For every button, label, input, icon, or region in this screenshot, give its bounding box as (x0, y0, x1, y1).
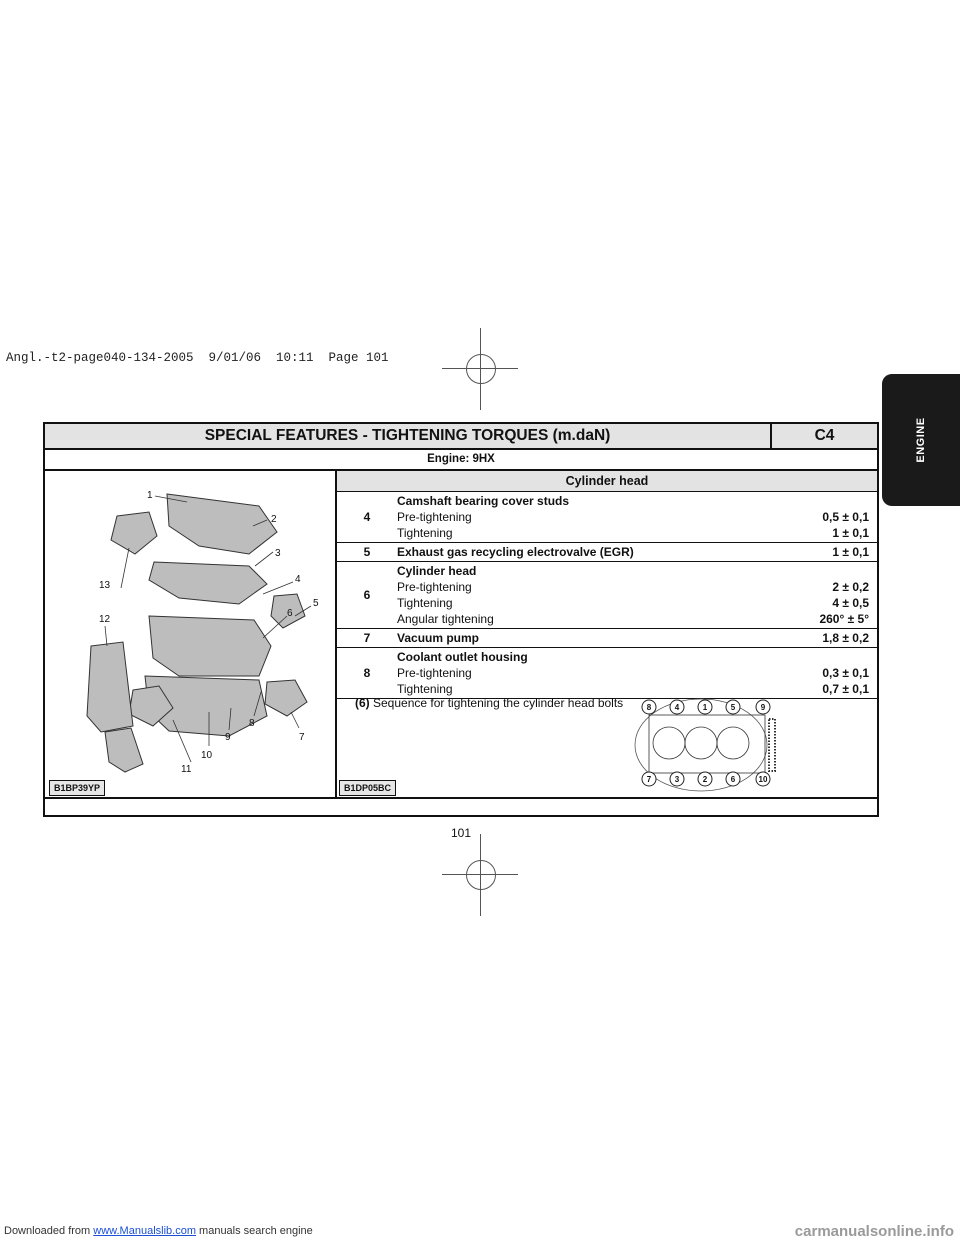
download-prefix: Downloaded from (4, 1225, 94, 1237)
callout-2: 2 (271, 514, 277, 525)
camshaft-cover (149, 562, 267, 604)
bore-2 (685, 727, 717, 759)
particle-filter (87, 642, 133, 732)
callout-8: 8 (249, 718, 255, 729)
row-title: Coolant outlet housing (397, 650, 528, 664)
row-description (397, 562, 773, 628)
torque-value: 0,5 ± 0,1 (822, 510, 869, 524)
torque-value: 1 ± 0,1 (832, 526, 869, 540)
row-title: Vacuum pump (397, 631, 480, 645)
footer (0, 1221, 960, 1242)
download-note (4, 1221, 313, 1242)
bolt-number: 6 (730, 775, 736, 784)
section-title: Cylinder head (337, 471, 877, 492)
row-number: 6 (363, 588, 371, 602)
torque-value: 260° ± 5° (819, 612, 869, 626)
row-item: Tightening (397, 596, 453, 610)
row-values (773, 543, 877, 561)
row-item: Pre-tightening (397, 510, 472, 524)
torque-specs-panel (43, 422, 879, 817)
print-header: Angl.-t2-page040-134-2005 9/01/06 10:11 Page 101 (6, 351, 389, 365)
row-item: Pre-tightening (397, 666, 472, 680)
bore-1 (653, 727, 685, 759)
row-item: Tightening (397, 526, 453, 540)
figure-ref-left: B1BP39YP (49, 780, 105, 796)
engine-label: Engine: 9HX (45, 450, 877, 471)
row-description (397, 543, 773, 561)
row-title: Camshaft bearing cover studs (397, 494, 570, 508)
bolt-number: 10 (758, 775, 768, 784)
page-title: SPECIAL FEATURES - TIGHTENING TORQUES (m.daN) (204, 427, 611, 444)
torque-table (337, 471, 877, 784)
bolt-number: 2 (702, 775, 708, 784)
download-suffix: manuals search engine (195, 1225, 313, 1237)
table-row (337, 562, 877, 629)
callout-11: 11 (181, 764, 192, 775)
row-title: Cylinder head (397, 564, 477, 578)
bolt-number: 1 (702, 703, 708, 712)
row-description (397, 629, 773, 647)
row-item: Pre-tightening (397, 580, 472, 594)
crop-mark-top (442, 328, 518, 410)
watermark-brand: carmanualsonline.info (794, 1223, 954, 1240)
row-number: 5 (363, 545, 371, 559)
model-label: C4 (814, 427, 835, 444)
sequence-text: Sequence for tightening the cylinder head bolts (369, 696, 624, 710)
page-number: 101 (450, 826, 472, 840)
turbocharger (111, 512, 157, 554)
torque-value: 1,8 ± 0,2 (822, 631, 869, 645)
torque-value: 0,7 ± 0,1 (822, 682, 869, 696)
callout-13: 13 (99, 580, 111, 591)
torque-value: 4 ± 0,5 (832, 596, 869, 610)
row-description (397, 492, 773, 542)
cylinder-head (149, 616, 271, 676)
callout-4: 4 (295, 574, 301, 585)
row-title: Exhaust gas recycling electrovalve (EGR) (397, 545, 634, 559)
callout-3: 3 (275, 548, 281, 559)
sequence-note (355, 696, 623, 710)
bolt-number: 8 (646, 703, 652, 712)
vacuum-pump (265, 680, 307, 716)
callout-5: 5 (313, 598, 319, 609)
title-bar (45, 424, 877, 450)
exhaust-pipe (105, 728, 143, 772)
row-values (773, 648, 877, 698)
bolt-number: 9 (760, 703, 766, 712)
callout-12: 12 (99, 614, 111, 625)
engine-section-tab[interactable] (882, 374, 960, 506)
bolt-number: 4 (674, 703, 680, 712)
intake-manifold (167, 494, 277, 554)
bolt-number: 3 (674, 775, 680, 784)
sequence-ref: (6) (355, 696, 370, 710)
row-values (773, 492, 877, 542)
torque-value: 0,3 ± 0,1 (822, 666, 869, 680)
bolt-sequence-diagram (633, 693, 785, 793)
callout-6: 6 (287, 608, 293, 619)
row-description (397, 648, 773, 698)
row-item: Angular tightening (397, 612, 494, 626)
table-row (337, 543, 877, 562)
row-number: 7 (363, 631, 371, 645)
row-item: Tightening (397, 682, 453, 696)
table-row (337, 492, 877, 543)
panel-divider (45, 797, 877, 799)
row-number: 8 (363, 666, 371, 680)
bolt-number: 5 (730, 703, 736, 712)
callout-1: 1 (147, 490, 153, 501)
engine-tab-label: ENGINE (915, 417, 927, 463)
row-values (773, 629, 877, 647)
manualslib-link[interactable]: www.Manualslib.com (93, 1225, 196, 1237)
bolt-number: 7 (646, 775, 652, 784)
torque-value: 1 ± 0,1 (832, 545, 869, 559)
cylinder-block-outline (649, 715, 765, 773)
callout-10: 10 (201, 750, 213, 761)
crop-mark-bottom (442, 834, 518, 916)
callout-9: 9 (225, 732, 231, 743)
table-row (337, 648, 877, 699)
row-values (773, 562, 877, 628)
figure-ref-right: B1DP05BC (339, 780, 396, 796)
row-number: 4 (363, 510, 371, 524)
torque-value: 2 ± 0,2 (832, 580, 869, 594)
table-row (337, 629, 877, 648)
callout-7: 7 (299, 732, 305, 743)
flywheel-gear (769, 719, 775, 771)
engine-exploded-view (49, 476, 333, 776)
bore-3 (717, 727, 749, 759)
